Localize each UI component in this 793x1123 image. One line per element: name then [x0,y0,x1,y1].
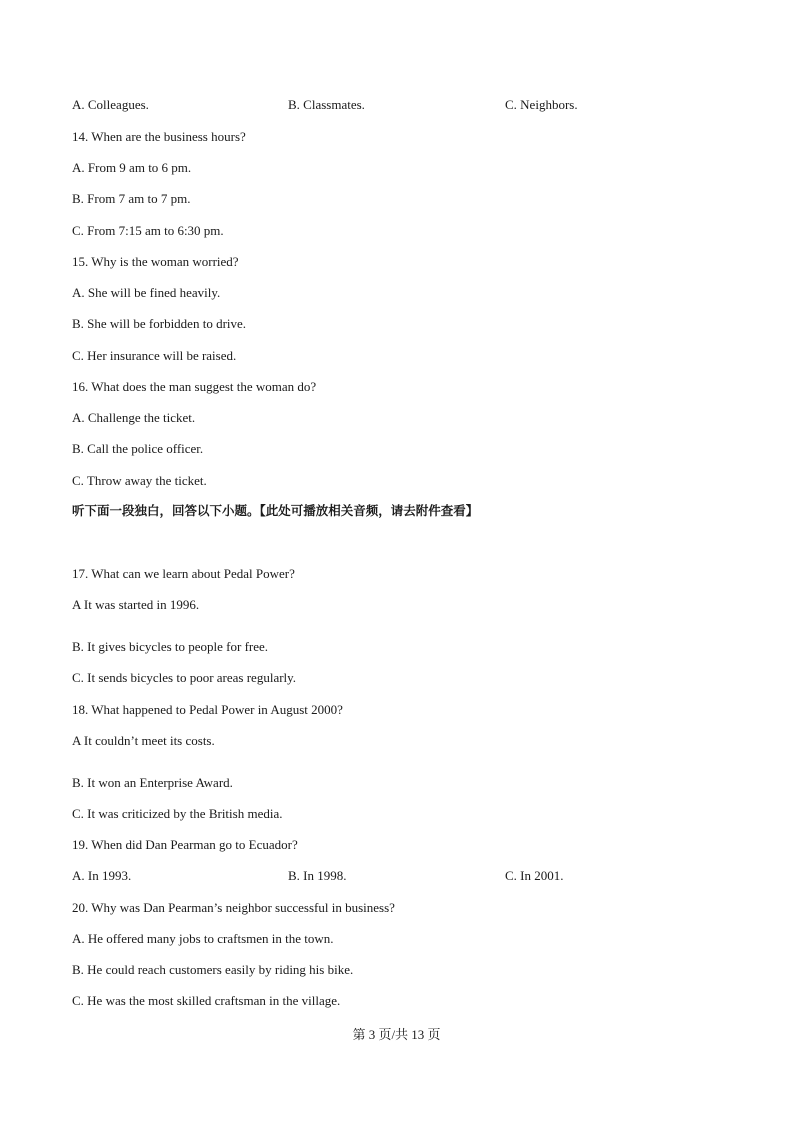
q16-option-a: A. Challenge the ticket. [72,410,196,425]
page-number-footer: 第 3 页/共 13 页 [352,1027,441,1042]
q19-option-c: C. In 2001. [505,868,564,883]
q15-option-b: B. She will be forbidden to drive. [72,316,247,331]
q16-option-c: C. Throw away the ticket. [72,473,207,488]
q20-option-c: C. He was the most skilled craftsman in the village. [72,993,341,1008]
q18-option-b: B. It won an Enterprise Award. [72,775,233,790]
q13-option-a: A. Colleagues. [72,97,149,112]
q20-option-a: A. He offered many jobs to craftsmen in the town. [72,931,334,946]
q18-question: 18. What happened to Pedal Power in August 2000? [72,702,343,717]
q17-question: 17. What can we learn about Pedal Power? [72,566,295,581]
q14-option-a: A. From 9 am to 6 pm. [72,160,192,175]
q14-option-b: B. From 7 am to 7 pm. [72,191,191,206]
q18-option-a: A It couldn’t meet its costs. [72,733,215,748]
q20-question: 20. Why was Dan Pearman’s neighbor successful in business? [72,900,395,915]
q16-question: 16. What does the man suggest the woman do? [72,379,317,394]
q14-option-c: C. From 7:15 am to 6:30 pm. [72,223,224,238]
listening-instruction: 听下面一段独白，回答以下小题。【此处可播放相关音频，请去附件查看】 [72,503,479,518]
q17-option-a: A It was started in 1996. [72,597,200,612]
q13-option-b: B. Classmates. [288,97,365,112]
q13-option-c: C. Neighbors. [505,97,578,112]
q17-option-b: B. It gives bicycles to people for free. [72,639,269,654]
q15-option-c: C. Her insurance will be raised. [72,348,237,363]
q15-question: 15. Why is the woman worried? [72,254,239,269]
q20-option-b: B. He could reach customers easily by riding his bike. [72,962,354,977]
q19-option-a: A. In 1993. [72,868,132,883]
q19-question: 19. When did Dan Pearman go to Ecuador? [72,837,298,852]
q15-option-a: A. She will be fined heavily. [72,285,221,300]
q19-option-b: B. In 1998. [288,868,347,883]
q16-option-b: B. Call the police officer. [72,441,204,456]
q17-option-c: C. It sends bicycles to poor areas regularly. [72,670,297,685]
q18-option-c: C. It was criticized by the British media. [72,806,283,821]
q14-question: 14. When are the business hours? [72,129,246,144]
